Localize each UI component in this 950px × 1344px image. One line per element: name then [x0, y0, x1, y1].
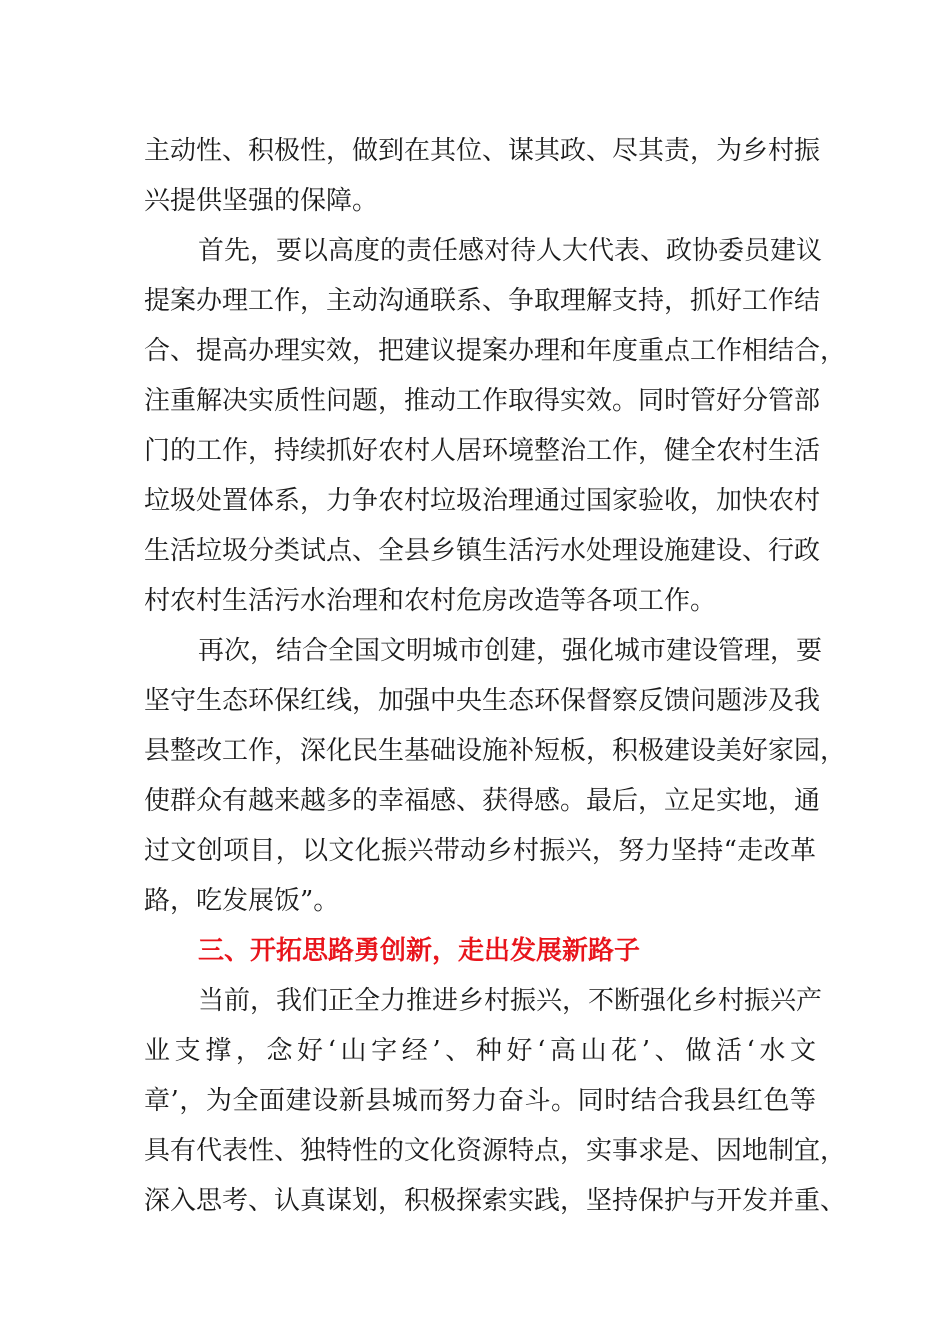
- paragraph-line: 首先，要以高度的责任感对待人大代表、政协委员建议: [198, 236, 823, 266]
- paragraph-line: 注重解决实质性问题，推动工作取得实效。同时管好分管部: [144, 386, 821, 416]
- paragraph-line: 合、提高办理实效，把建议提案办理和年度重点工作相结合，: [144, 336, 847, 366]
- paragraph-line: 垃圾处置体系，力争农村垃圾治理通过国家验收，加快农村: [144, 486, 821, 516]
- paragraph-line: 再次，结合全国文明城市创建，强化城市建设管理，要: [198, 636, 823, 666]
- paragraph-line: 过文创项目，以文化振兴带动乡村振兴，努力坚持“走改革: [144, 836, 816, 866]
- paragraph-line: 业支撑，念好‘山字经’、种好‘高山花’、做活‘水文: [144, 1036, 816, 1066]
- paragraph-line: 门的工作，持续抓好农村人居环境整治工作，健全农村生活: [144, 436, 821, 466]
- paragraph-line: 县整改工作，深化民生基础设施补短板，积极建设美好家园，: [144, 736, 847, 766]
- paragraph-line: 使群众有越来越多的幸福感、获得感。最后，立足实地，通: [144, 786, 821, 816]
- paragraph-line: 兴提供坚强的保障。: [144, 186, 379, 216]
- paragraph-line: 主动性、积极性，做到在其位、谋其政、尽其责，为乡村振: [144, 136, 821, 166]
- paragraph-line: 当前，我们正全力推进乡村振兴，不断强化乡村振兴产: [198, 986, 823, 1016]
- paragraph-line: 具有代表性、独特性的文化资源特点，实事求是、因地制宜，: [144, 1136, 847, 1166]
- section-heading: 三、开拓思路勇创新，走出发展新路子: [198, 936, 641, 966]
- paragraph-line: 提案办理工作，主动沟通联系、争取理解支持，抓好工作结: [144, 286, 821, 316]
- paragraph-line: 章’，为全面建设新县城而努力奋斗。同时结合我县红色等: [144, 1086, 816, 1116]
- paragraph-line: 深入思考、认真谋划，积极探索实践，坚持保护与开发并重、: [144, 1186, 847, 1216]
- paragraph-line: 坚守生态环保红线，加强中央生态环保督察反馈问题涉及我: [144, 686, 821, 716]
- paragraph-line: 生活垃圾分类试点、全县乡镇生活污水处理设施建设、行政: [144, 536, 821, 566]
- paragraph-line: 路，吃发展饭”。: [144, 886, 340, 916]
- paragraph-line: 村农村生活污水治理和农村危房改造等各项工作。: [144, 586, 717, 616]
